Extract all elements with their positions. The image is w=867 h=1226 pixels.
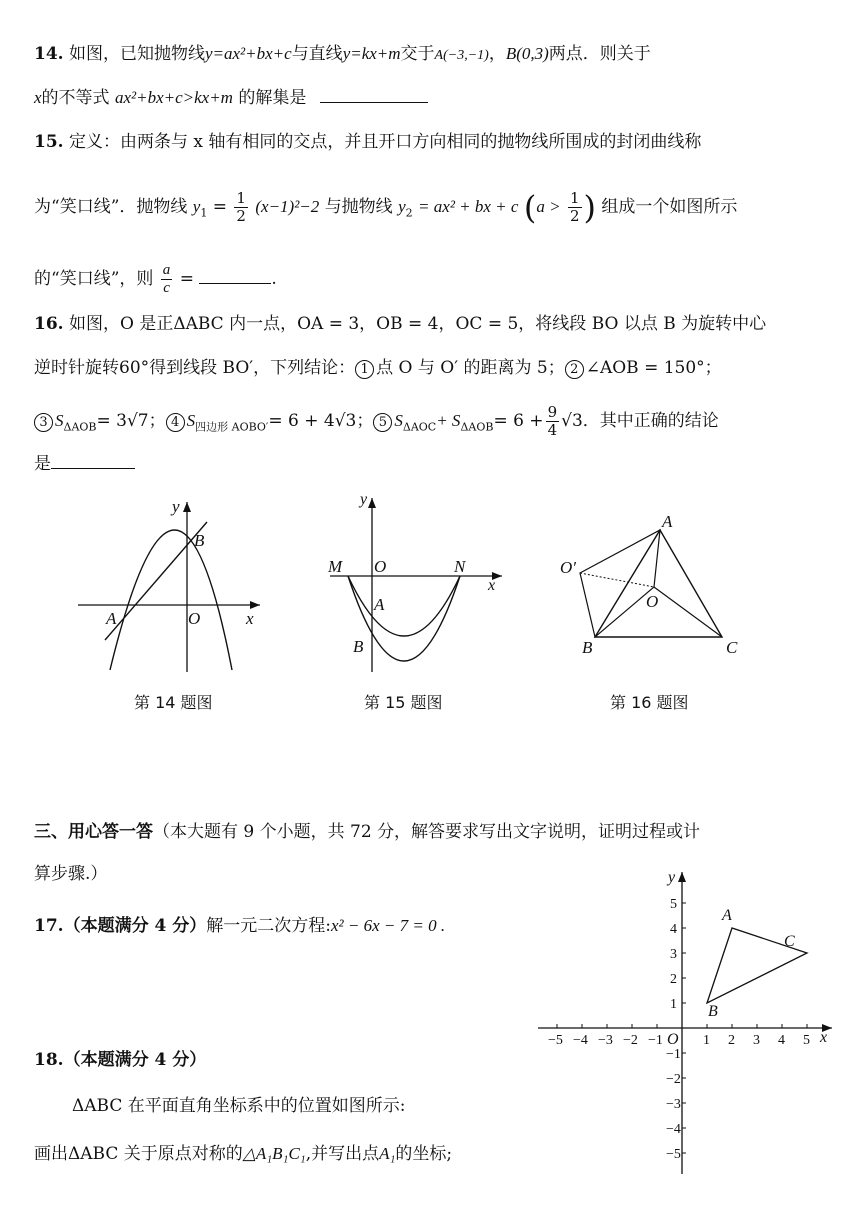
q14-text: 两点．则关于 bbox=[548, 44, 651, 64]
q14-point-b: B(0,3) bbox=[505, 44, 549, 63]
q16-sub: ΔAOB bbox=[63, 420, 97, 434]
q15-paren-close: ) bbox=[583, 188, 597, 227]
grid-label-origin: O bbox=[667, 1031, 679, 1048]
q16-text: ∠AOB = 150°； bbox=[585, 358, 722, 378]
section3-title-line bbox=[34, 820, 700, 844]
fig14-label-a: A bbox=[106, 609, 117, 628]
q18-text: ,并写出点 bbox=[305, 1144, 380, 1164]
fig14-y-arrow bbox=[183, 502, 191, 512]
q16-frac-num: 9 bbox=[547, 403, 558, 421]
q15-number: 15. bbox=[34, 132, 64, 152]
fig15-label-n: N bbox=[454, 557, 466, 576]
q15-line2 bbox=[34, 190, 737, 225]
fig15-label-b: B bbox=[353, 637, 364, 656]
q15-line3 bbox=[34, 262, 277, 297]
q15-cond-half bbox=[568, 190, 582, 225]
q17-text: 解一元二次方程: bbox=[206, 916, 331, 936]
fig15-parabola-1 bbox=[348, 576, 460, 636]
circled-1: 1 bbox=[355, 360, 374, 379]
circled-5: 5 bbox=[373, 413, 392, 432]
grid-y-tick-label: 4 bbox=[670, 922, 677, 937]
fig15-label-a: A bbox=[374, 595, 385, 614]
q18-score: （本题满分 4 分） bbox=[63, 1050, 207, 1070]
fig14-x-arrow bbox=[250, 601, 260, 609]
circled-2: 2 bbox=[565, 360, 584, 379]
q15-eq: = bbox=[179, 269, 194, 289]
q18-triangle: △A₁B₁C₁ bbox=[242, 1144, 306, 1163]
fig15-label-x: x bbox=[488, 577, 496, 594]
q16-line1 bbox=[34, 312, 766, 336]
fig15-caption: 第 15 题图 bbox=[364, 693, 443, 712]
q15-text: 定义：由两条与 x 轴有相同的交点，并且开口方向相同的抛物线所围成的封闭曲线称 bbox=[68, 132, 702, 152]
q18-text: 的坐标; bbox=[395, 1144, 453, 1164]
grid-y-tick-label: 1 bbox=[670, 997, 677, 1012]
q16-answer-blank[interactable] bbox=[51, 452, 135, 469]
q16-sub: ΔAOB bbox=[460, 420, 494, 434]
q15-text: . bbox=[271, 269, 277, 289]
figure-14 bbox=[70, 490, 270, 680]
q15-text: 为“笑口线”．抛物线 bbox=[34, 197, 188, 217]
q18-line2 bbox=[72, 1094, 406, 1118]
q15-frac-num: a bbox=[162, 262, 171, 278]
q14-text: 如图，已知抛物线 bbox=[68, 44, 205, 64]
q15-cond-den: 2 bbox=[569, 207, 580, 225]
q15-half-num: 1 bbox=[236, 189, 246, 207]
q15-y2: y bbox=[398, 197, 406, 216]
grid-y-tick-label: −1 bbox=[666, 1047, 681, 1062]
q16-text: 点 O 与 O′ 的距离为 5； bbox=[376, 358, 565, 378]
grid-x-tick-label: −5 bbox=[548, 1033, 563, 1048]
q14-text: 的不等式 bbox=[41, 88, 110, 108]
q15-half-den: 2 bbox=[236, 207, 246, 225]
q16-s: + S bbox=[436, 411, 461, 430]
q16-number: 16. bbox=[34, 314, 64, 334]
q16-s: S bbox=[394, 411, 403, 430]
grid-x-tick-label: 4 bbox=[778, 1033, 785, 1048]
grid-label-b: B bbox=[708, 1003, 718, 1020]
q14-parabola: y=ax²+bx+c bbox=[204, 44, 292, 63]
q14-point-a: A(−3,−1) bbox=[434, 48, 489, 63]
q15-paren-open: ( bbox=[523, 188, 537, 227]
q15-fraction bbox=[161, 262, 173, 297]
q18-point: A₁ bbox=[379, 1144, 396, 1163]
grid-x-tick-label: 5 bbox=[803, 1033, 810, 1048]
grid-x-tick-label: −4 bbox=[573, 1033, 588, 1048]
q14-var: x bbox=[34, 88, 42, 107]
q16-text: √3．其中正确的结论 bbox=[561, 411, 719, 431]
section3-title: 三、用心答一答 bbox=[34, 822, 153, 842]
fig16-label-a: A bbox=[662, 512, 673, 531]
q14-line1 bbox=[34, 42, 651, 68]
q14-number: 14. bbox=[34, 44, 64, 64]
q16-text: 是 bbox=[34, 454, 51, 474]
fig16-label-c: C bbox=[726, 638, 738, 657]
grid-label-x: x bbox=[820, 1029, 828, 1046]
fig14-label-b: B bbox=[194, 531, 205, 550]
fig15-parabola-2 bbox=[348, 576, 460, 661]
grid-label-a: A bbox=[722, 907, 732, 924]
figure-15 bbox=[320, 486, 510, 676]
grid-x-tick-label: 2 bbox=[728, 1033, 735, 1048]
q17-number: 17. bbox=[34, 916, 64, 936]
grid-x-tick-label: 3 bbox=[753, 1033, 760, 1048]
q16-line2 bbox=[34, 356, 722, 380]
q17-line bbox=[34, 914, 445, 938]
q16-fraction bbox=[546, 404, 560, 439]
grid-x-tick-label: −3 bbox=[598, 1033, 613, 1048]
fig16-caption: 第 16 题图 bbox=[610, 693, 689, 712]
q16-s: S bbox=[186, 411, 196, 430]
grid-y-tick-label: −5 bbox=[666, 1147, 681, 1162]
grid-y-tick-label: 3 bbox=[670, 947, 677, 962]
fig16-label-oprime: O′ bbox=[560, 558, 576, 577]
fig14-label-y: y bbox=[172, 497, 180, 516]
q15-y2-rest: = ax² + bx + c bbox=[418, 197, 519, 216]
q14-answer-blank[interactable] bbox=[320, 86, 428, 103]
q18-text: 画出ΔABC 关于原点对称的 bbox=[34, 1144, 243, 1164]
fig16-quad-aobo bbox=[580, 530, 660, 637]
figure-16 bbox=[550, 505, 760, 665]
fig15-label-y: y bbox=[360, 491, 368, 508]
section3-desc2: 算步骤.） bbox=[34, 864, 108, 884]
section3-desc-line2 bbox=[34, 862, 107, 886]
fig15-label-m: M bbox=[328, 557, 343, 576]
q15-line1 bbox=[34, 130, 701, 154]
q14-text: 交于 bbox=[400, 44, 435, 64]
q17-equation: x² − 6x − 7 = 0 . bbox=[330, 916, 446, 935]
grid-x-tick-label: −2 bbox=[623, 1033, 638, 1048]
q16-sub: ΔAOC bbox=[402, 420, 437, 434]
fig15-label-o: O bbox=[374, 557, 387, 576]
q16-text: 如图，O 是正ΔABC 内一点，OA = 3，OB = 4，OC = 5，将线段 BO 以点 B 为旋转中心 bbox=[68, 314, 767, 334]
grid-y-arrow bbox=[678, 872, 686, 882]
q15-cond-num: 1 bbox=[569, 189, 580, 207]
fig15-y-arrow bbox=[368, 498, 376, 508]
q16-s: S bbox=[55, 411, 64, 430]
circled-4: 4 bbox=[166, 413, 185, 432]
fig14-caption: 第 14 题图 bbox=[134, 693, 213, 712]
q14-line-eq: y=kx+m bbox=[342, 44, 401, 63]
q16-line3 bbox=[34, 404, 719, 439]
q18-number: 18. bbox=[34, 1050, 64, 1070]
q15-answer-blank[interactable] bbox=[199, 267, 271, 284]
q16-text: = 6 + bbox=[493, 411, 544, 431]
q17-score: （本题满分 4 分） bbox=[63, 916, 207, 936]
q15-frac-den: c bbox=[163, 280, 170, 296]
grid-y-tick-label: 5 bbox=[670, 897, 677, 912]
q15-text: 与抛物线 bbox=[324, 197, 393, 217]
circled-3: 3 bbox=[34, 413, 53, 432]
grid-y-tick-label: −3 bbox=[666, 1097, 681, 1112]
q14-text: ， bbox=[488, 44, 506, 64]
fig14-parabola bbox=[110, 530, 232, 670]
fig14-label-o: O bbox=[188, 609, 201, 628]
q14-inequality: ax²+bx+c>kx+m bbox=[114, 88, 233, 107]
grid-x-tick-label: −1 bbox=[648, 1033, 663, 1048]
q14-text: 与直线 bbox=[291, 44, 343, 64]
q16-text: = 6 + 4√3； bbox=[268, 411, 374, 431]
q15-y1-sub: 1 bbox=[200, 206, 208, 220]
q15-text: 组成一个如图所示 bbox=[601, 197, 738, 217]
q18-line1 bbox=[34, 1048, 206, 1072]
grid-label-y: y bbox=[668, 869, 676, 886]
q15-cond: a > bbox=[536, 197, 561, 216]
q16-text: 逆时针旋转60°得到线段 BO′，下列结论： bbox=[34, 358, 356, 378]
q15-half bbox=[234, 190, 248, 225]
grid-y-tick-label: −2 bbox=[666, 1072, 681, 1087]
q15-y1: y bbox=[192, 197, 201, 216]
q16-sub: 四边形 AOBO′ bbox=[195, 420, 269, 434]
q18-text: ΔABC 在平面直角坐标系中的位置如图所示: bbox=[72, 1096, 406, 1116]
q15-y2-sub: 2 bbox=[405, 206, 413, 220]
grid-x-tick-label: 1 bbox=[703, 1033, 710, 1048]
q15-y1-rest: (x−1)²−2 bbox=[255, 197, 320, 216]
q16-frac-den: 4 bbox=[547, 421, 558, 439]
fig16-segment-oop bbox=[580, 573, 654, 587]
q15-text: 的“笑口线”，则 bbox=[34, 269, 154, 289]
fig16-segment-oc bbox=[654, 587, 722, 637]
q14-line2 bbox=[34, 86, 428, 110]
coordinate-grid bbox=[530, 866, 840, 1182]
q16-text: = 3√7； bbox=[96, 411, 166, 431]
q16-line4 bbox=[34, 452, 135, 476]
q15-eq: = bbox=[212, 197, 227, 217]
fig14-label-x: x bbox=[246, 609, 254, 628]
fig16-label-b: B bbox=[582, 638, 593, 657]
q14-text: 的解集是 bbox=[238, 88, 307, 108]
fig16-label-o: O bbox=[646, 592, 659, 611]
grid-y-tick-label: −4 bbox=[666, 1122, 681, 1137]
q18-line3 bbox=[34, 1142, 452, 1166]
grid-y-tick-label: 2 bbox=[670, 972, 677, 987]
section3-desc: （本大题有 9 个小题，共 72 分，解答要求写出文字说明，证明过程或计 bbox=[153, 822, 701, 842]
grid-label-c: C bbox=[784, 933, 795, 950]
